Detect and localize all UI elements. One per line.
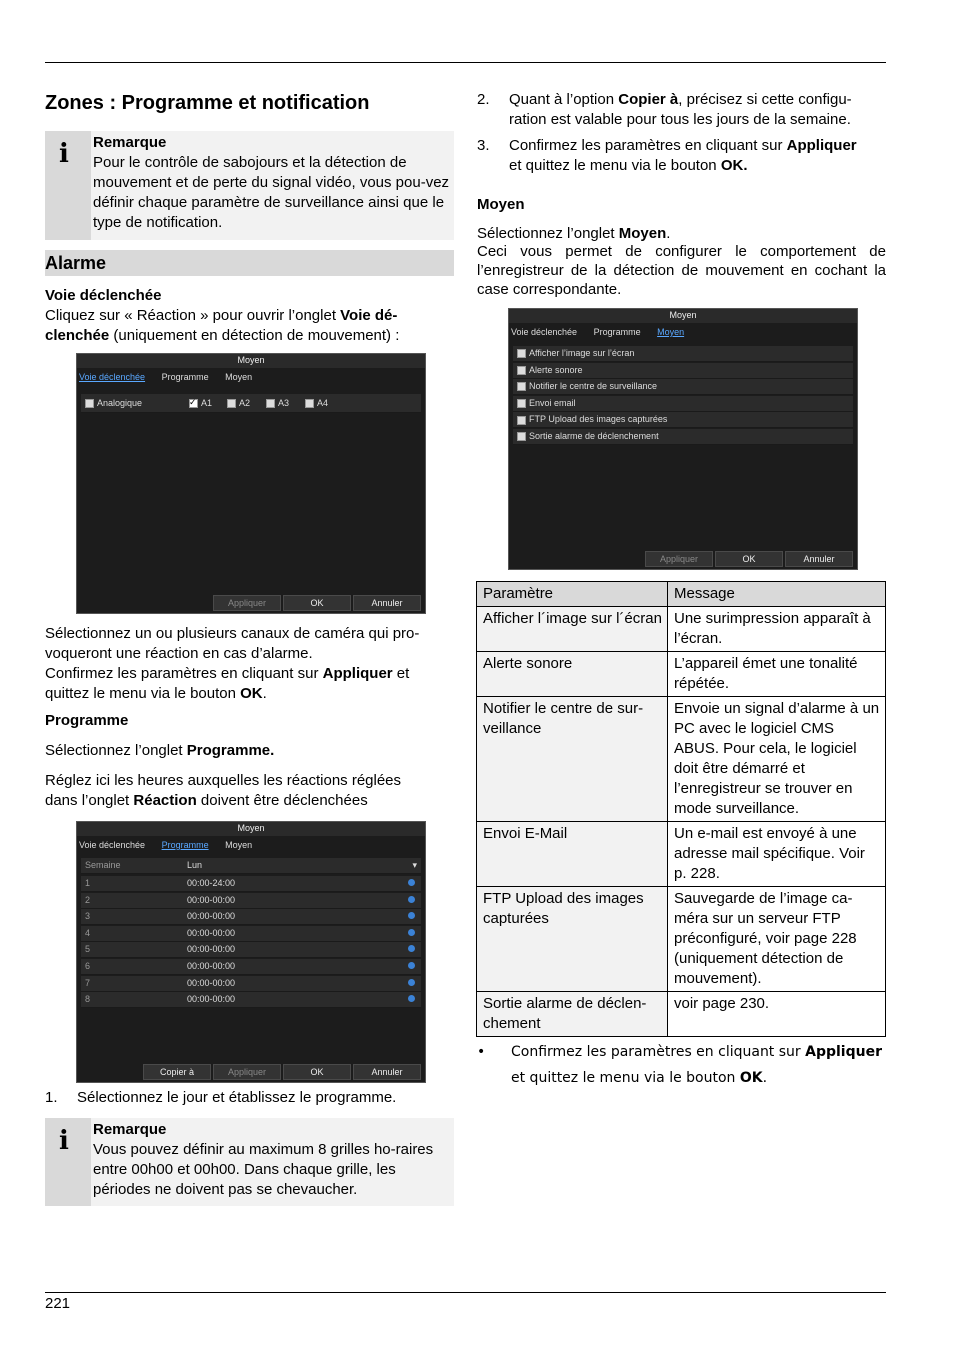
clock-icon[interactable] [408, 896, 415, 903]
step-1: 1. Sélectionnez le jour et établissez le programme. [45, 1089, 397, 1106]
section-alarme: Alarme [45, 250, 454, 276]
checkbox-icon [85, 399, 94, 408]
schedule-row: 8 00:00-00:00 [81, 992, 421, 1008]
clock-icon[interactable] [408, 879, 415, 886]
time-range-field[interactable]: 00:00-24:00 [187, 878, 236, 888]
table-row: Notifier le centre de sur-veillance Envoie un signal d’alarme à un PC avec le logiciel CMS ABUS. Pour cela, le logiciel doit être démarré et l’enregistreur se trouver en mode surveillance. [477, 697, 886, 822]
time-range-field[interactable]: 00:00-00:00 [187, 961, 236, 971]
heading-moyen: Moyen [477, 196, 525, 213]
tab-moyen[interactable]: Moyen [657, 327, 685, 337]
channel-row: Analogique ✓ A1 A2 A3 A4 [81, 394, 421, 413]
checkbox-icon [305, 399, 314, 408]
schedule-row: 2 00:00-00:00 [81, 893, 421, 909]
cancel-button[interactable]: Annuler [353, 595, 421, 611]
checkbox-icon[interactable] [517, 349, 526, 358]
dvr-screenshot-voie: Moyen Voie déclenchée Programme Moyen Analogique ✓ A1 A2 A3 A4 Appliquer OK Annuler [76, 353, 426, 614]
checkbox-icon [227, 399, 236, 408]
option-row[interactable]: Sortie alarme de déclenchement [513, 429, 853, 445]
option-row[interactable]: Notifier le centre de surveillance [513, 379, 853, 395]
schedule-row: 7 00:00-00:00 [81, 976, 421, 992]
checkbox-icon[interactable] [517, 416, 526, 425]
option-row[interactable]: Alerte sonore [513, 363, 853, 379]
apply-button[interactable]: Appliquer [213, 595, 281, 611]
page-title: Zones : Programme et notification [45, 92, 370, 114]
tab-moyen[interactable]: Moyen [225, 840, 253, 850]
option-row[interactable]: Envoi email [513, 396, 853, 412]
para-select: Sélectionnez un ou plusieurs canaux de caméra qui pro- voqueront une réaction en cas d’alarme. Confirmez les paramètres en cliquant sur Appliquer et quittez le menu via le bouton OK. [45, 625, 420, 702]
table-row: FTP Upload des images capturées Sauvegarde de l’image ca-méra sur un serveur FTP préconfiguré, voir page 228 (uniquement détection de mouvement). [477, 887, 886, 992]
time-range-field[interactable]: 00:00-00:00 [187, 927, 236, 938]
note-text: Pour le contrôle de sabojours et la détection de mouvement et de perte du signal vidéo, vous pou-vez définir chaque paramètre de surveillance ainsi que le type de notification. [93, 154, 450, 231]
option-row[interactable]: Afficher l’image sur l’écran [513, 346, 853, 362]
para-programme: Réglez ici les heures auxquelles les réactions réglées dans l’onglet Réaction doivent être déclenchées [45, 772, 402, 809]
note-text: Vous pouvez définir au maximum 8 grilles ho-raires entre 00h00 et 00h00. Dans chaque grille, les périodes ne doivent pas se chevaucher. [93, 1141, 434, 1198]
apply-button[interactable]: Appliquer [645, 551, 713, 567]
ok-button[interactable]: OK [715, 551, 783, 567]
cancel-button[interactable]: Annuler [785, 551, 853, 567]
note-title: Remarque [93, 134, 167, 151]
tab-voie-declenchee[interactable]: Voie déclenchée [79, 840, 146, 850]
tab-moyen[interactable]: Moyen [225, 372, 253, 382]
info-icon: i [59, 139, 69, 169]
table-row: Envoi E-Mail Un e-mail est envoyé à une adresse mail spécifique. Voir p. 228. [477, 822, 886, 887]
bullet-confirm: • Confirmez les paramètres en cliquant sur Appliquer et quittez le menu via le bouton OK. [477, 1039, 887, 1091]
copy-to-button[interactable]: Copier à [143, 1064, 211, 1080]
info-icon: i [59, 1126, 69, 1156]
tab-programme[interactable]: Programme [161, 372, 209, 382]
time-range-field[interactable]: 00:00-00:00 [187, 894, 236, 905]
note-box-2 [45, 1118, 454, 1206]
checkbox-icon[interactable] [517, 382, 526, 391]
para-moyen: Ceci vous permet de configurer le comportement de l’enregistreur de la détection de mouvement en cochant la case correspondante. [477, 243, 886, 298]
option-row[interactable]: FTP Upload des images capturées [513, 412, 853, 428]
ok-button[interactable]: OK [283, 1064, 351, 1080]
cancel-button[interactable]: Annuler [353, 1064, 421, 1080]
schedule-row: 6 00:00-00:00 [81, 959, 421, 975]
schedule-row: 5 00:00-00:00 [81, 942, 421, 958]
note-box [45, 131, 454, 240]
step-2: 2. Quant à l’option Copier à, précisez si cette configu- ration est valable pour tous les jours de la semaine. [477, 91, 852, 128]
time-range-field[interactable]: 00:00-00:00 [187, 911, 236, 922]
tab-voie-declenchee[interactable]: Voie déclenchée [511, 327, 578, 337]
week-row: Semaine Lun ▾ [81, 858, 421, 874]
heading-programme: Programme [45, 712, 129, 729]
tab-programme[interactable]: Programme [161, 840, 209, 850]
time-range-field[interactable]: 00:00-00:00 [187, 994, 236, 1005]
dvr-screenshot-moyen: Moyen Voie déclenchée Programme Moyen Afficher l’image sur l’écran Alerte sonore Notifier le centre de surveillance Envoi email FTP Upload des images capturées Sortie alarme de déclenchement Appliquer OK Annuler [508, 308, 858, 570]
time-range-field[interactable]: 00:00-00:00 [187, 944, 236, 955]
ok-button[interactable]: OK [283, 595, 351, 611]
dvr-screenshot-programme: Moyen Voie déclenchée Programme Moyen Semaine Lun ▾ 1 00:00-24:00 2 00:00-00:00 3 00:00-00:00 4 00:00-00:00 5 00:00-00:00 6 00:00-00:00 7 00:00-00:00 8 00:00-00:00 Copier à Appliquer OK Annuler [76, 821, 426, 1083]
chevron-down-icon[interactable]: ▾ [412, 860, 417, 870]
step-3: 3. Confirmez les paramètres en cliquant sur Appliquer et quittez le menu via le bouton OK. [477, 137, 857, 174]
page-number: 221 [45, 1295, 71, 1312]
checkbox-icon[interactable] [517, 432, 526, 441]
checkbox-icon[interactable] [517, 399, 526, 408]
clock-icon[interactable] [408, 962, 415, 969]
table-row: Alerte sonore L’appareil émet une tonalité répétée. [477, 652, 886, 697]
week-select[interactable]: Lun [187, 860, 203, 870]
clock-icon[interactable] [408, 912, 415, 919]
clock-icon[interactable] [408, 945, 415, 952]
table-row: Afficher l´image sur l´écran Une surimpression apparaît à l’écran. [477, 607, 886, 652]
time-range-field[interactable]: 00:00-00:00 [187, 977, 236, 988]
table-header: Paramètre Message [477, 582, 886, 607]
clock-icon[interactable] [408, 995, 415, 1002]
bottom-rule [45, 1292, 886, 1293]
note-title: Remarque [93, 1121, 167, 1138]
para-moyen-select: Sélectionnez l’onglet Moyen. [477, 225, 671, 242]
schedule-row: 3 00:00-00:00 [81, 909, 421, 925]
checkbox-icon [266, 399, 275, 408]
table-row: Sortie alarme de déclen-chement voir page 230. [477, 992, 886, 1037]
schedule-row: 1 00:00-24:00 [81, 876, 421, 892]
clock-icon[interactable] [408, 929, 415, 936]
checkbox-checked-icon [189, 399, 198, 408]
tab-voie-declenchee[interactable]: Voie déclenchée [79, 372, 146, 382]
apply-button[interactable]: Appliquer [213, 1064, 281, 1080]
schedule-row: 4 00:00-00:00 [81, 926, 421, 942]
para-voie: Cliquez sur « Réaction » pour ouvrir l’onglet Voie dé- clenchée (uniquement en détection de mouvement) : [45, 307, 400, 344]
para-programme-select: Sélectionnez l’onglet Programme. [45, 742, 275, 759]
clock-icon[interactable] [408, 979, 415, 986]
parameter-table [476, 581, 886, 1037]
heading-voie: Voie déclenchée [45, 287, 162, 304]
tab-programme[interactable]: Programme [593, 327, 641, 337]
top-rule [45, 62, 886, 63]
checkbox-icon[interactable] [517, 366, 526, 375]
bullet-icon: • [477, 1044, 486, 1060]
